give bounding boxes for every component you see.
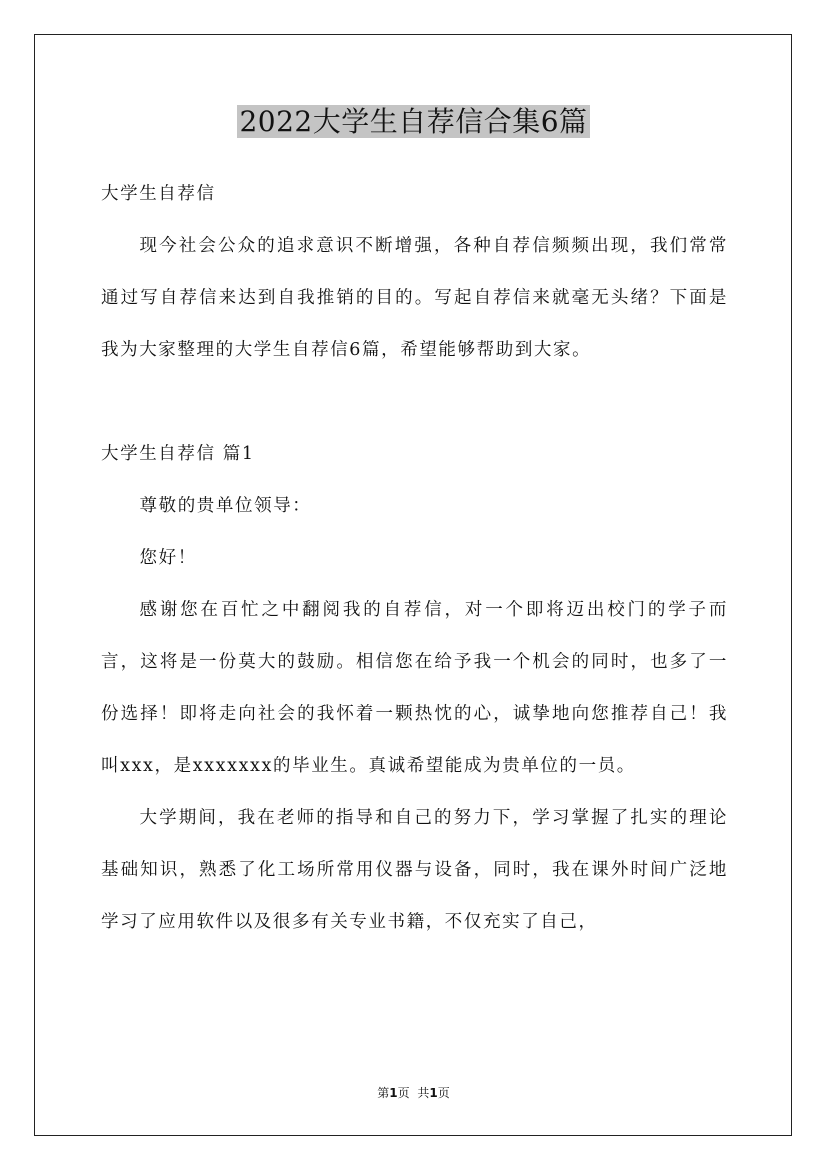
section-spacer — [101, 376, 728, 428]
page-footer — [0, 1084, 827, 1102]
footer-page-unit: 页 — [397, 1086, 410, 1100]
salutation: 尊敬的贵单位领导： — [139, 496, 312, 516]
intro-paragraph: 现今社会公众的追求意识不断增强，各种自荐信频频出现，我们常常通过写自荐信来达到自我推销的目的。写起自荐信来就毫无头绪？下面是我为大家整理的大学生自荐信6篇，希望能够帮助到大家。 — [101, 236, 728, 360]
greeting: 您好！ — [139, 548, 197, 568]
body-paragraph-2: 大学期间，我在老师的指导和自己的努力下，学习掌握了扎实的理论基础知识，熟悉了化工场所常用仪器与设备，同时，我在课外时间广泛地学习了应用软件以及很多有关专业书籍，不仅充实了自己， — [101, 808, 728, 932]
document-body — [101, 168, 728, 948]
footer-total-prefix: 共 — [417, 1086, 430, 1100]
section-intro-heading: 大学生自荐信 — [101, 184, 216, 204]
footer-total-unit: 页 — [437, 1086, 450, 1100]
footer-page-total: 1 — [429, 1086, 438, 1100]
footer-page-current: 1 — [389, 1086, 398, 1100]
document-title-text: 2022大学生自荐信合集6篇 — [239, 105, 588, 138]
document-title — [0, 102, 827, 142]
body-paragraph-1: 感谢您在百忙之中翻阅我的自荐信，对一个即将迈出校门的学子而言，这将是一份莫大的鼓励。相信您在给予我一个机会的同时，也多了一份选择！即将走向社会的我怀着一颗热忱的心，诚挚地向您推荐自己！我叫xxx，是xxxxxxx的毕业生。真诚希望能成为贵单位的一员。 — [101, 600, 728, 776]
section-1-heading: 大学生自荐信 篇1 — [101, 444, 255, 464]
footer-page-prefix: 第 — [377, 1086, 390, 1100]
